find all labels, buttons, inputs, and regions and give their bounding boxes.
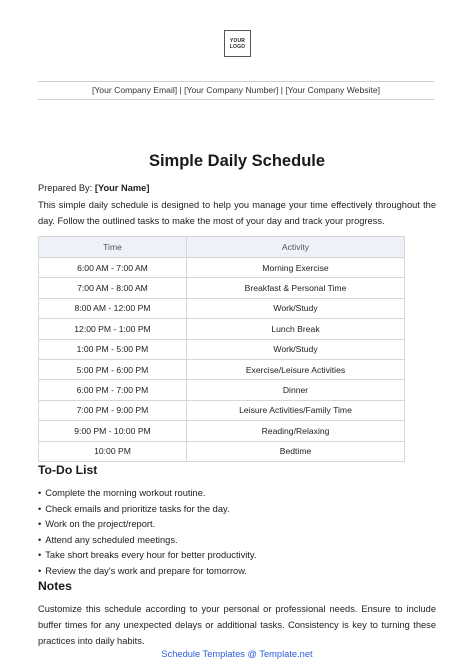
table-row [39,339,405,359]
table-header-row [39,237,405,258]
time-cell: 5:00 PM - 6:00 PM [39,359,187,379]
table-row [39,278,405,298]
time-cell: 10:00 PM [39,441,187,461]
intro-paragraph: This simple daily schedule is designed to help you manage your time effectively throughout the day. Follow the outlined tasks to make the most of your day and track your progress. [38,200,436,226]
notes-heading: Notes [38,579,72,593]
table-row [39,298,405,318]
prepared-by [38,183,149,193]
activity-cell: Leisure Activities/Family Time [187,400,405,420]
activity-cell: Bedtime [187,441,405,461]
time-cell: 7:00 AM - 8:00 AM [39,278,187,298]
table-row [39,421,405,441]
activity-cell: Dinner [187,380,405,400]
time-cell: 7:00 PM - 9:00 PM [39,400,187,420]
time-cell: 9:00 PM - 10:00 PM [39,421,187,441]
activity-cell: Morning Exercise [187,258,405,278]
logo-line-1: YOUR [229,37,246,44]
table-row [39,400,405,420]
activity-cell: Work/Study [187,339,405,359]
logo-line-2: LOGO [229,43,246,50]
activity-cell: Work/Study [187,298,405,318]
activity-cell: Exercise/Leisure Activities [187,359,405,379]
notes-paragraph: Customize this schedule according to your personal or professional needs. Ensure to include buffer times for any unexpected delays or additional tasks. Consistency is key to turning these practices into daily habits. [38,604,436,646]
company-logo [224,30,251,57]
footer-link[interactable]: Schedule Templates @ Template.net [161,649,313,659]
activity-cell: Reading/Relaxing [187,421,405,441]
time-cell: 8:00 AM - 12:00 PM [39,298,187,318]
time-cell: 1:00 PM - 5:00 PM [39,339,187,359]
page-title: Simple Daily Schedule [148,152,326,170]
list-item: • Complete the morning workout routine. [38,486,256,502]
time-cell: 12:00 PM - 1:00 PM [39,319,187,339]
list-item: • Work on the project/report. [38,517,256,533]
table-row [39,441,405,461]
table-row [39,359,405,379]
list-item: • Check emails and prioritize tasks for the day. [38,502,256,518]
header-time: Time [39,237,187,258]
prepared-by-value: [Your Name] [94,183,150,193]
table-row [39,380,405,400]
time-cell: 6:00 AM - 7:00 AM [39,258,187,278]
activity-cell: Breakfast & Personal Time [187,278,405,298]
list-item: • Take short breaks every hour for better productivity. [38,548,256,564]
todo-list [38,486,256,579]
header-activity: Activity [187,237,405,258]
prepared-by-label: Prepared By: [38,183,95,193]
contact-bar: [Your Company Email] | [Your Company Number] | [Your Company Website] [38,81,434,100]
todo-heading: To-Do List [38,463,98,477]
list-item: • Attend any scheduled meetings. [38,533,256,549]
table-row [39,319,405,339]
table-row [39,258,405,278]
time-cell: 6:00 PM - 7:00 PM [39,380,187,400]
list-item: • Review the day's work and prepare for tomorrow. [38,564,256,580]
activity-cell: Lunch Break [187,319,405,339]
schedule-table [38,236,405,462]
